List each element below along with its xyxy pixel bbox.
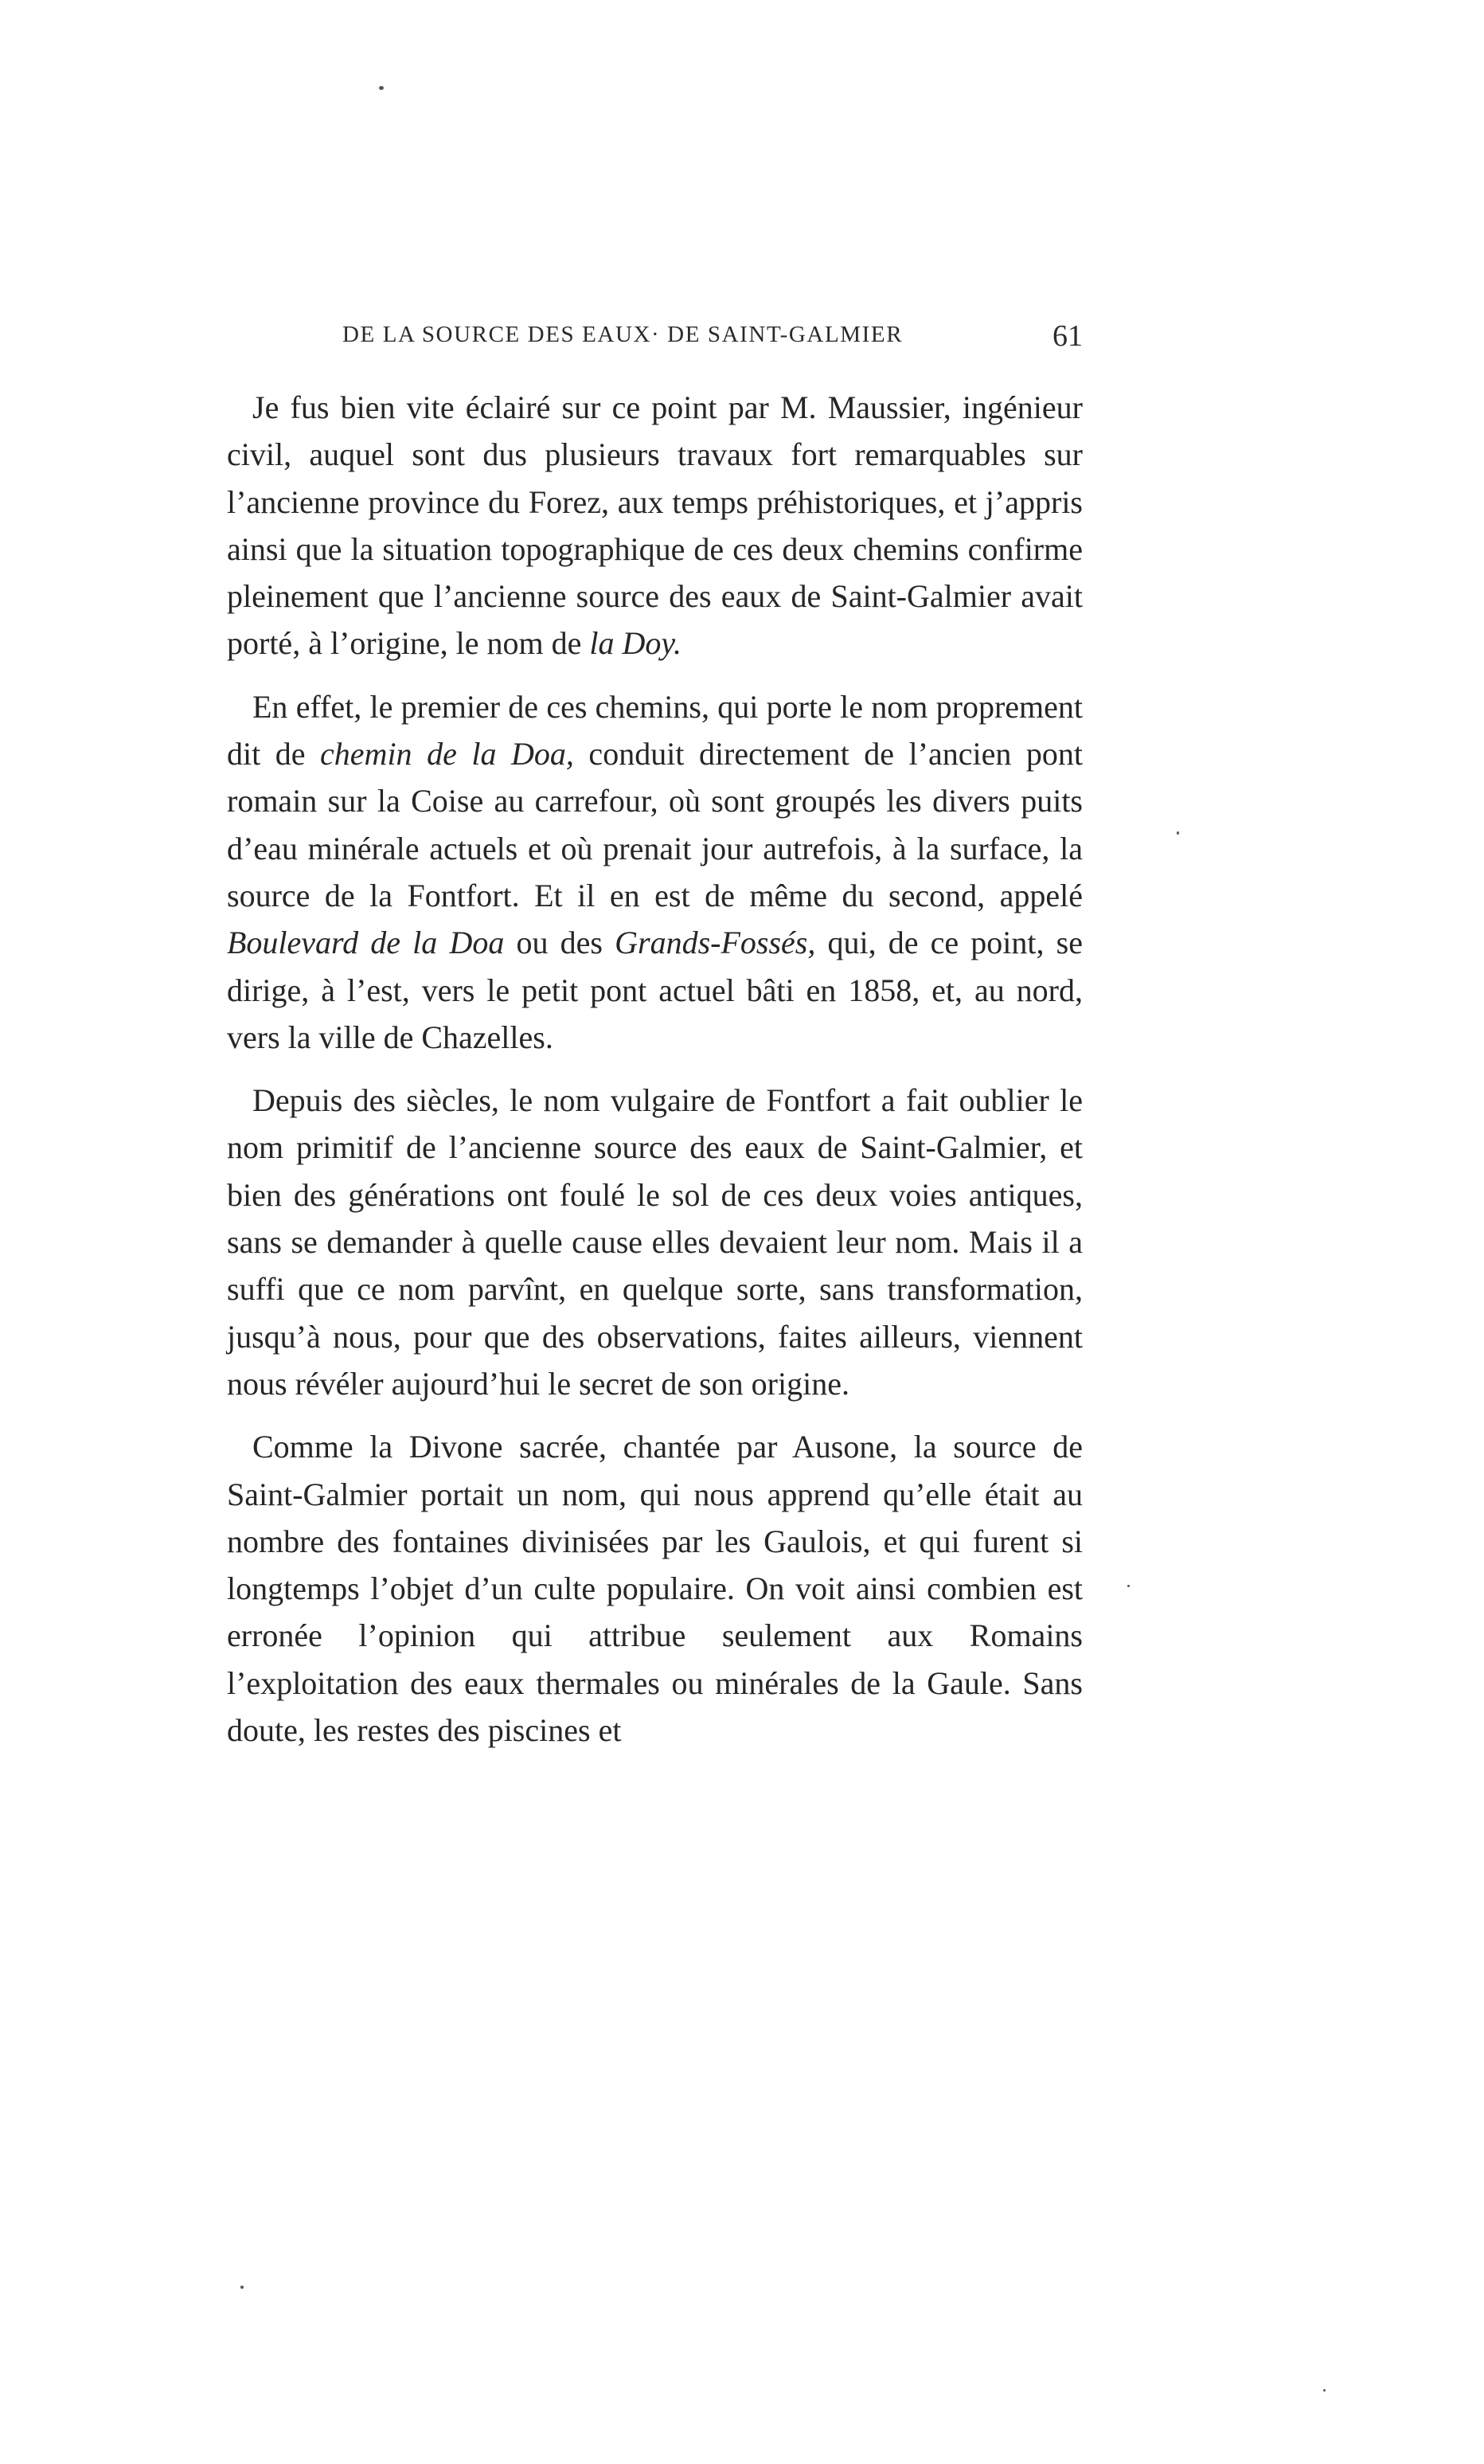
text-run: Depuis des siècles, le nom vulgaire de Fontfort a fait oublier le nom primitif de l’ancienne source des eaux de Saint-Galmier, et bien des générations ont foulé le sol de ces deux voies antiques, sans se demander à quelle cause elles devaient leur nom. Mais il a suffi que ce nom parvînt, en quelque sorte, sans transformation, jusqu’à nous, pour que des observations, faites ailleurs, viennent nous révéler aujourd’hui le secret de son origine. (227, 1082, 1083, 1402)
text-run: Je fus bien vite éclairé sur ce point par M. Maussier, ingénieur civil, auquel sont dus plusieurs travaux fort remarquables sur l’ancienne province du Forez, aux temps préhistoriques, et j’appris ainsi que la situation topographique de ces deux chemins confirme pleinement que l’ancienne source des eaux de Saint-Galmier avait porté, à l’origine, le nom de (227, 389, 1083, 662)
italic-run: Grands-Fossés, (615, 925, 816, 961)
italic-run: chemin de la Doa, (320, 736, 574, 772)
paragraph-1 (227, 384, 1083, 667)
scan-speck (1127, 1585, 1130, 1587)
running-head (231, 319, 1083, 362)
text-run: conduit directement de l’ancien pont romain sur la Coise au carrefour, où sont groupés les divers puits d’eau minérale actuels et où prenait jour autrefois, à la surface, la source de la Fontfort. Et il en est de même du second, appelé (227, 736, 1084, 913)
italic-run: Boulevard de la Doa (227, 925, 505, 961)
text-run: En effet, le premier de ces chemins, qui porte le nom proprement dit de (227, 688, 1083, 772)
text-run: qui, de ce point, se dirige, à l’est, vers le petit pont actuel bâti en 1858, et, au nord, vers la ville de Chazelles. (227, 925, 1084, 1055)
running-title: DE LA SOURCE DES EAUX· DE SAINT-GALMIER (342, 322, 904, 347)
scan-speck (379, 86, 384, 90)
text-run: Comme la Divone sacrée, chantée par Ausone, la source de Saint-Galmier portait un nom, qui nous apprend qu’elle était au nombre des fontaines divinisées par les Gaulois, et qui furent si longtemps l’objet d’un culte populaire. On voit ainsi combien est erronée l’opinion qui attribue seulement aux Romains l’exploitation des eaux thermales ou minérales de la Gaule. Sans doute, les restes des piscines et (227, 1429, 1083, 1749)
paragraph-4 (227, 1423, 1083, 1754)
page-number: 61 (1052, 319, 1083, 353)
paragraph-3 (227, 1077, 1083, 1407)
text-run: ou des (504, 925, 615, 961)
scan-speck (240, 2286, 244, 2289)
scan-speck (1323, 2389, 1326, 2392)
italic-run: la Doy. (589, 625, 681, 662)
body-text (227, 384, 1083, 1770)
paragraph-2 (227, 683, 1083, 1061)
scan-speck (1177, 831, 1179, 835)
